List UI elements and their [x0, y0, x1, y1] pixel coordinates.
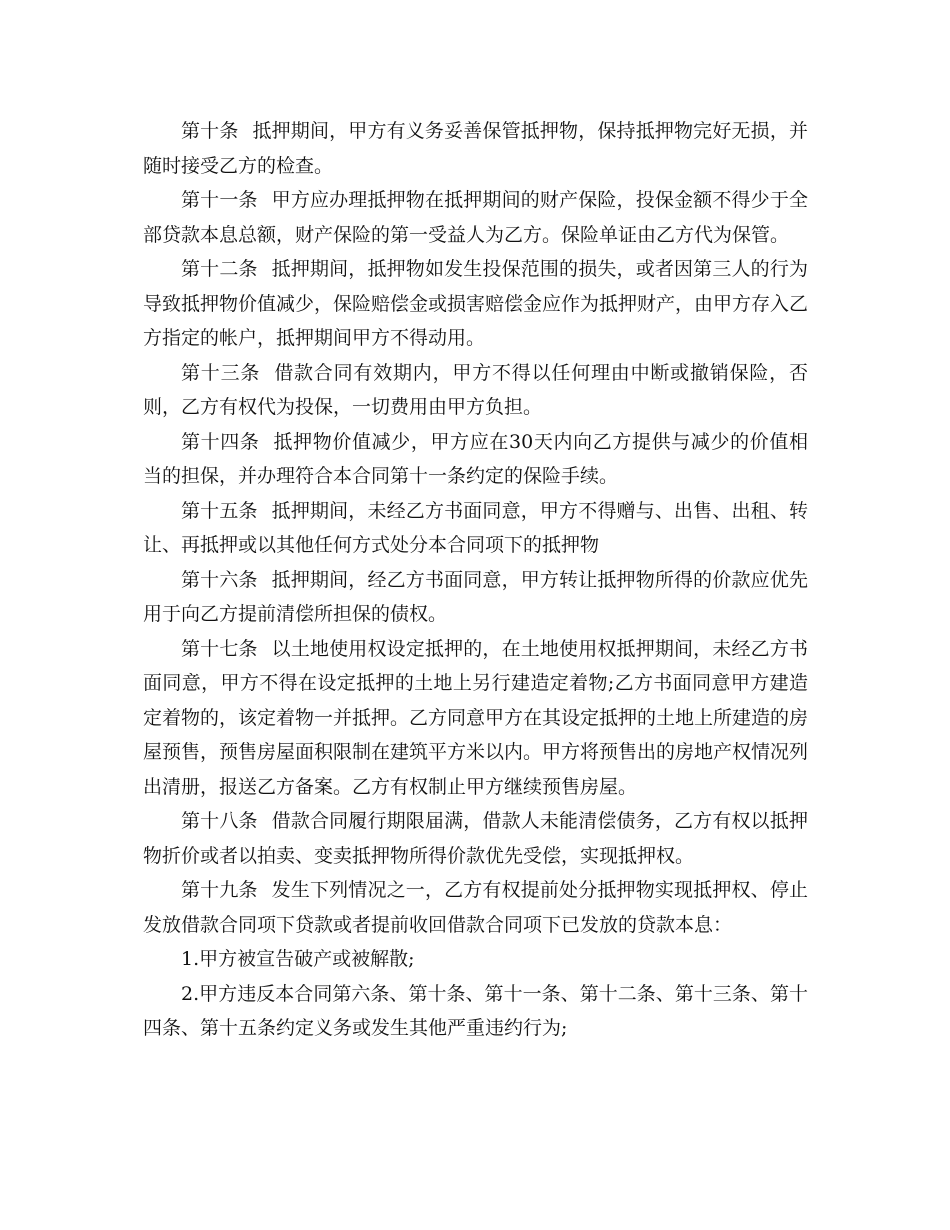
article-number: 第十八条: [181, 810, 258, 832]
list-item-2: 2.甲方违反本合同第六条、第十条、第十一条、第十二条、第十三条、第十四条、第十五条约定义务或发生其他严重违约行为;: [143, 982, 808, 1039]
list-item-1: 1.甲方被宣告破产或被解散;: [181, 948, 415, 970]
article-17: [143, 632, 808, 805]
article-number: 第十六条: [181, 568, 258, 591]
document-body: [143, 114, 808, 1046]
article-text: 抵押物价值减少，甲方应在30天内向乙方提供与减少的价值相当的担保，并办理符合本合同第十一条约定的保险手续。: [143, 430, 808, 487]
article-text: 甲方应办理抵押物在抵押期间的财产保险，投保金额不得少于全部贷款本息总额，财产保险的第一受益人为乙方。保险单证由乙方代为保管。: [143, 189, 808, 246]
article-10: [143, 114, 808, 183]
article-text: 抵押期间，未经乙方书面同意，甲方不得赠与、出售、出租、转让、再抵押或以其他任何方式处分本合同项下的抵押物: [143, 499, 808, 556]
article-number: 第十条: [181, 120, 239, 142]
article-14: [143, 425, 808, 494]
article-15: [143, 494, 808, 563]
article-text: 抵押期间，抵押物如发生投保范围的损失，或者因第三人的行为导致抵押物价值减少，保险赔偿金或损害赔偿金应作为抵押财产，由甲方存入乙方指定的帐户，抵押期间甲方不得动用。: [143, 258, 809, 349]
article-11: [143, 183, 808, 252]
article-number: 第十三条: [181, 361, 261, 384]
article-number: 第十一条: [181, 189, 258, 211]
article-text: 抵押期间，经乙方书面同意，甲方转让抵押物所得的价款应优先用于向乙方提前清偿所担保的债权。: [143, 568, 808, 625]
article-text: 借款合同有效期内，甲方不得以任何理由中断或撤销保险，否则，乙方有权代为投保，一切费用由甲方负担。: [143, 361, 808, 418]
article-16: [143, 563, 808, 632]
article-text: 发生下列情况之一，乙方有权提前处分抵押物实现抵押权、停止发放借款合同项下贷款或者提前收回借款合同项下已发放的贷款本息：: [143, 879, 808, 936]
article-19: [143, 873, 808, 942]
article-number: 第十五条: [181, 499, 258, 522]
article-number: 第十九条: [181, 879, 258, 901]
article-text: 借款合同履行期限届满，借款人未能清偿债务，乙方有权以抵押物折价或者以拍卖、变卖抵押物所得价款优先受偿，实现抵押权。: [143, 810, 808, 867]
article-18: [143, 804, 808, 873]
article-13: [143, 356, 808, 425]
article-text: 以土地使用权设定抵押的，在土地使用权抵押期间，未经乙方书面同意，甲方不得在设定抵押的土地上另行建造定着物;乙方书面同意甲方建造定着物的，该定着物一并抵押。乙方同意甲方在其设定抵押的土地上所建造的房屋预售，预售房屋面积限制在建筑平方米以内。甲方将预售出的房地产权情况列出清册，报送乙方备案。乙方有权制止甲方继续预售房屋。: [143, 637, 809, 798]
article-number: 第十七条: [181, 637, 258, 660]
article-12: [143, 252, 808, 356]
article-number: 第十二条: [181, 258, 258, 280]
article-text: 抵押期间，甲方有义务妥善保管抵押物，保持抵押物完好无损，并随时接受乙方的检查。: [143, 120, 808, 177]
article-number: 第十四条: [181, 430, 260, 453]
